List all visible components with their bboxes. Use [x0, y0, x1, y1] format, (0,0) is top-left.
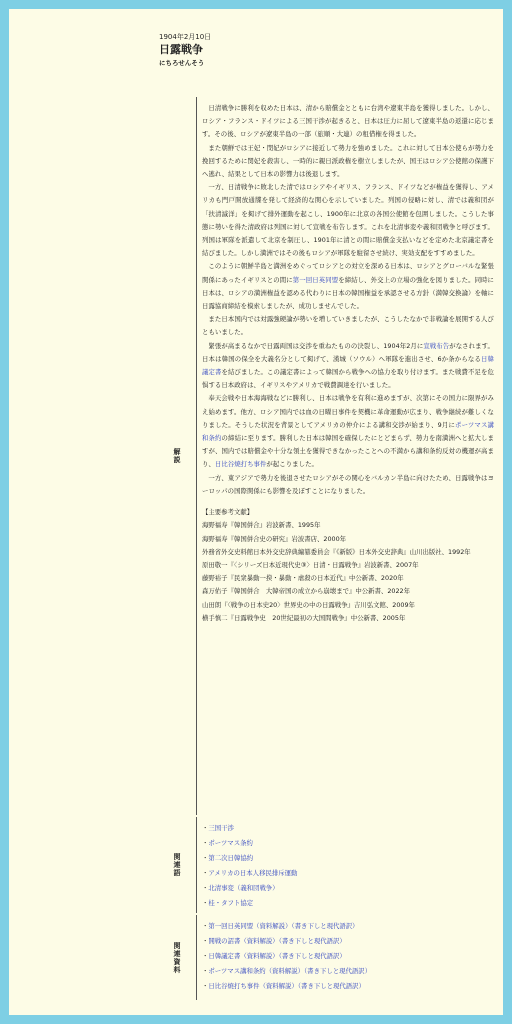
related-link[interactable]: 日韓議定書（資料解説）（書き下しと現代語訳）	[208, 952, 346, 960]
related-link[interactable]: ポーツマス講和条約（資料解説）（書き下しと現代語訳）	[208, 967, 372, 975]
explanation-content	[202, 102, 494, 625]
bullet-icon: ・	[202, 899, 209, 907]
related-terms-section	[9, 817, 503, 913]
explanation-paragraph	[202, 142, 494, 182]
bullet-icon: ・	[202, 839, 209, 847]
paragraph-text: がなされます。日本は韓国の保全を大義名分として掲げて、漢城（ソウル）へ軍隊を進出させ、6か条からなる	[202, 341, 495, 363]
reference-item: 森万佑子『韓国併合 大韓帝国の成立から崩壊まで』中公新書、2022年	[202, 587, 410, 596]
list-item	[202, 821, 494, 836]
paragraph-text: 一方、東アジアで勢力を後退させたロシアがその関心をバルカン半島に向けたため、日露戦争はヨーロッパの国際関係にも影響を及ぼすことになりました。	[202, 473, 494, 495]
reference-item: 海野福寿『韓国併合』岩波新書、1995年	[202, 521, 321, 530]
page	[9, 9, 503, 1015]
list-item	[202, 949, 494, 964]
paragraph-text: を結びました。この議定書によって韓国から戦争への協力を取り付けます。また戦費不足を危惧する日本政府は、イギリスやアメリカで戦費調達を行いました。	[202, 368, 494, 390]
references-list	[202, 519, 494, 625]
paragraph-text: 日清戦争に勝利を収めた日本は、清から賠償金とともに台湾や遼東半島を獲得しました。しかし、ロシア・フランス・ドイツによる三国干渉が起きると、日本は圧力に屈して遼東半島の返還に応じます。その後、ロシアが遼東半島の一部（旅順・大連）の租借権を得ました。	[202, 104, 494, 139]
related-materials-label: 関連資料	[173, 941, 181, 974]
paragraph-text: 奉天会戦や日本海海戦などに勝利し、日本は戦争を有利に進めますが、次第にその国力に限界がみえ始めます。他方、ロシア国内では血の日曜日事件を契機に革命運動が広まり、戦争継続が難しくなりました。そうした状況を背景としてアメリカの仲介による講和交渉が始まり、9月に	[202, 394, 494, 429]
list-item	[202, 934, 494, 949]
event-date: 1904年2月10日	[159, 33, 212, 41]
bullet-icon: ・	[202, 869, 209, 877]
explanation-paragraphs	[202, 102, 494, 498]
paragraph-text: の締結に至ります。勝利した日本は韓国を確保したにとどまらず、勢力を南満洲へと拡大しますが、国内では賠償金や十分な領土を獲得できなかったことへの不満から講和条約反対の機運が高まり、	[202, 434, 494, 469]
reference-item: 原田敬一『〈シリーズ日本近現代史③〉日清・日露戦争』岩波新書、2007年	[202, 560, 419, 569]
explanation-label: 解説	[173, 448, 181, 464]
inline-link[interactable]: 日韓議定書	[202, 354, 494, 377]
paragraph-text: を締結し、外交上の立場の強化を図りました。同時に日本は、ロシアの満洲権益を認める代わりに日本の韓国権益を承認させる方針（満韓交換論）を軸に日露協商締結を模索しましたが、成功しませんでした。	[202, 275, 495, 311]
paragraph-text: また朝鮮では王妃・閔妃がロシアに接近して勢力を強めました。これに対して日本公使らが勢力を挽回するために閔妃を殺害し、一時的に親日派政権を樹立しましたが、国王はロシア公使館の保護下へ逃れ、結果として日本の影響力は後退します。	[202, 143, 494, 179]
reference-item: 藤野裕子『民衆暴動一揆・暴動・虐殺の日本近代』中公新書、2020年	[202, 574, 404, 583]
related-link[interactable]: 第二次日韓協約	[208, 854, 254, 862]
paragraph-text: が起こりました。	[266, 460, 318, 469]
list-item	[202, 866, 494, 881]
inline-link[interactable]: ポーツマス講和条約	[202, 420, 494, 443]
divider	[196, 97, 197, 815]
explanation-paragraph	[202, 392, 494, 471]
list-item	[202, 851, 494, 866]
explanation-section	[9, 97, 503, 815]
list-item	[202, 896, 494, 911]
related-link[interactable]: 日比谷焼打ち事件（資料解説）（書き下しと現代語訳）	[208, 982, 365, 990]
references-heading: 【主要参考文献】	[202, 508, 254, 517]
list-item	[202, 979, 494, 994]
reference-item: 海野福寿『韓国併合史の研究』岩波書店、2000年	[202, 534, 347, 543]
explanation-paragraph	[202, 102, 494, 142]
inline-link[interactable]: 日比谷焼打ち事件	[214, 460, 267, 469]
inline-link[interactable]: 宣戦布告	[423, 341, 450, 350]
list-item	[202, 919, 494, 934]
related-link[interactable]: 桂・タフト協定	[208, 899, 254, 907]
related-link[interactable]: 第一回日英同盟（資料解説）（書き下しと現代語訳）	[208, 922, 359, 930]
bullet-icon: ・	[202, 967, 209, 975]
bullet-icon: ・	[202, 937, 209, 945]
divider	[196, 915, 197, 1000]
paragraph-text: また日本国内では対露強硬論が勢いを増していきましたが、こうしたなかで非戦論を展開する人びともいました。	[202, 315, 494, 337]
reference-item: 山田朗『〈戦争の日本史20〉世界史の中の日露戦争』吉川弘文館、2009年	[202, 600, 415, 609]
page-title: 日露戦争	[159, 43, 203, 56]
bullet-icon: ・	[202, 952, 209, 960]
explanation-paragraph	[202, 260, 494, 313]
explanation-paragraph	[202, 181, 494, 260]
bullet-icon: ・	[202, 854, 209, 862]
related-materials-list	[202, 919, 494, 994]
divider	[196, 817, 197, 913]
paragraph-text: 緊張が高まるなかで日露両国は交渉を重ねたものの決裂し、1904年2月に	[208, 341, 424, 350]
paragraph-text: 一方、日清戦争に敗北した清ではロシアやイギリス、フランス、ドイツなどが権益を獲得し、アメリカも門戸開放通牒を発して経済的な関心を示していました。列国の侵略に対し、清では義和団が「扶清滅洋」を掲げて排外運動を起こし、1900年に北京の各国公使館を包囲しました。こうした事態に勢いを得た清政府は列国に対して宣戦を布告します。これを北清事変や義和団戦争と呼びます。列国は軍隊を派遣して北京を制圧し、1901年に清との間に賠償金支払いなどを定めた北京議定書を結びました。しかし満洲ではその後もロシアが軍隊を駐留させ続け、実効支配をすすめました。	[202, 183, 494, 258]
related-link[interactable]: 北清事変（義和団戦争）	[208, 884, 279, 892]
bullet-icon: ・	[202, 922, 209, 930]
list-item	[202, 964, 494, 979]
related-terms-list	[202, 821, 494, 911]
inline-link[interactable]: 第一回日英同盟	[292, 275, 339, 284]
list-item	[202, 836, 494, 851]
related-link[interactable]: 三国干渉	[208, 824, 234, 832]
bullet-icon: ・	[202, 982, 209, 990]
bullet-icon: ・	[202, 884, 209, 892]
related-terms-label: 関連語	[173, 853, 181, 877]
list-item	[202, 881, 494, 896]
related-materials-section	[9, 915, 503, 1000]
explanation-paragraph	[202, 472, 494, 498]
reference-item: 横手慎二『日露戦争史 20世紀最初の大国間戦争』中公新書、2005年	[202, 613, 406, 622]
header	[159, 33, 211, 68]
explanation-paragraph	[202, 313, 494, 339]
reference-item: 外務省外交史料館日本外交史辞典編纂委員会『《新版》日本外交史辞典』山川出版社、1992年	[202, 547, 471, 556]
title-reading: にちろせんそう	[159, 59, 205, 67]
related-link[interactable]: 開戦の詔書（資料解説）（書き下しと現代語訳）	[208, 937, 346, 945]
bullet-icon: ・	[202, 824, 209, 832]
paragraph-text: このように朝鮮半島と満洲をめぐってロシアとの対立を深める日本は、ロシアとグローバルな緊張関係にあったイギリスとの間に	[202, 262, 494, 284]
related-link[interactable]: アメリカの日本人移民排斥運動	[208, 869, 298, 877]
explanation-paragraph	[202, 340, 494, 393]
related-link[interactable]: ポーツマス条約	[208, 839, 253, 847]
